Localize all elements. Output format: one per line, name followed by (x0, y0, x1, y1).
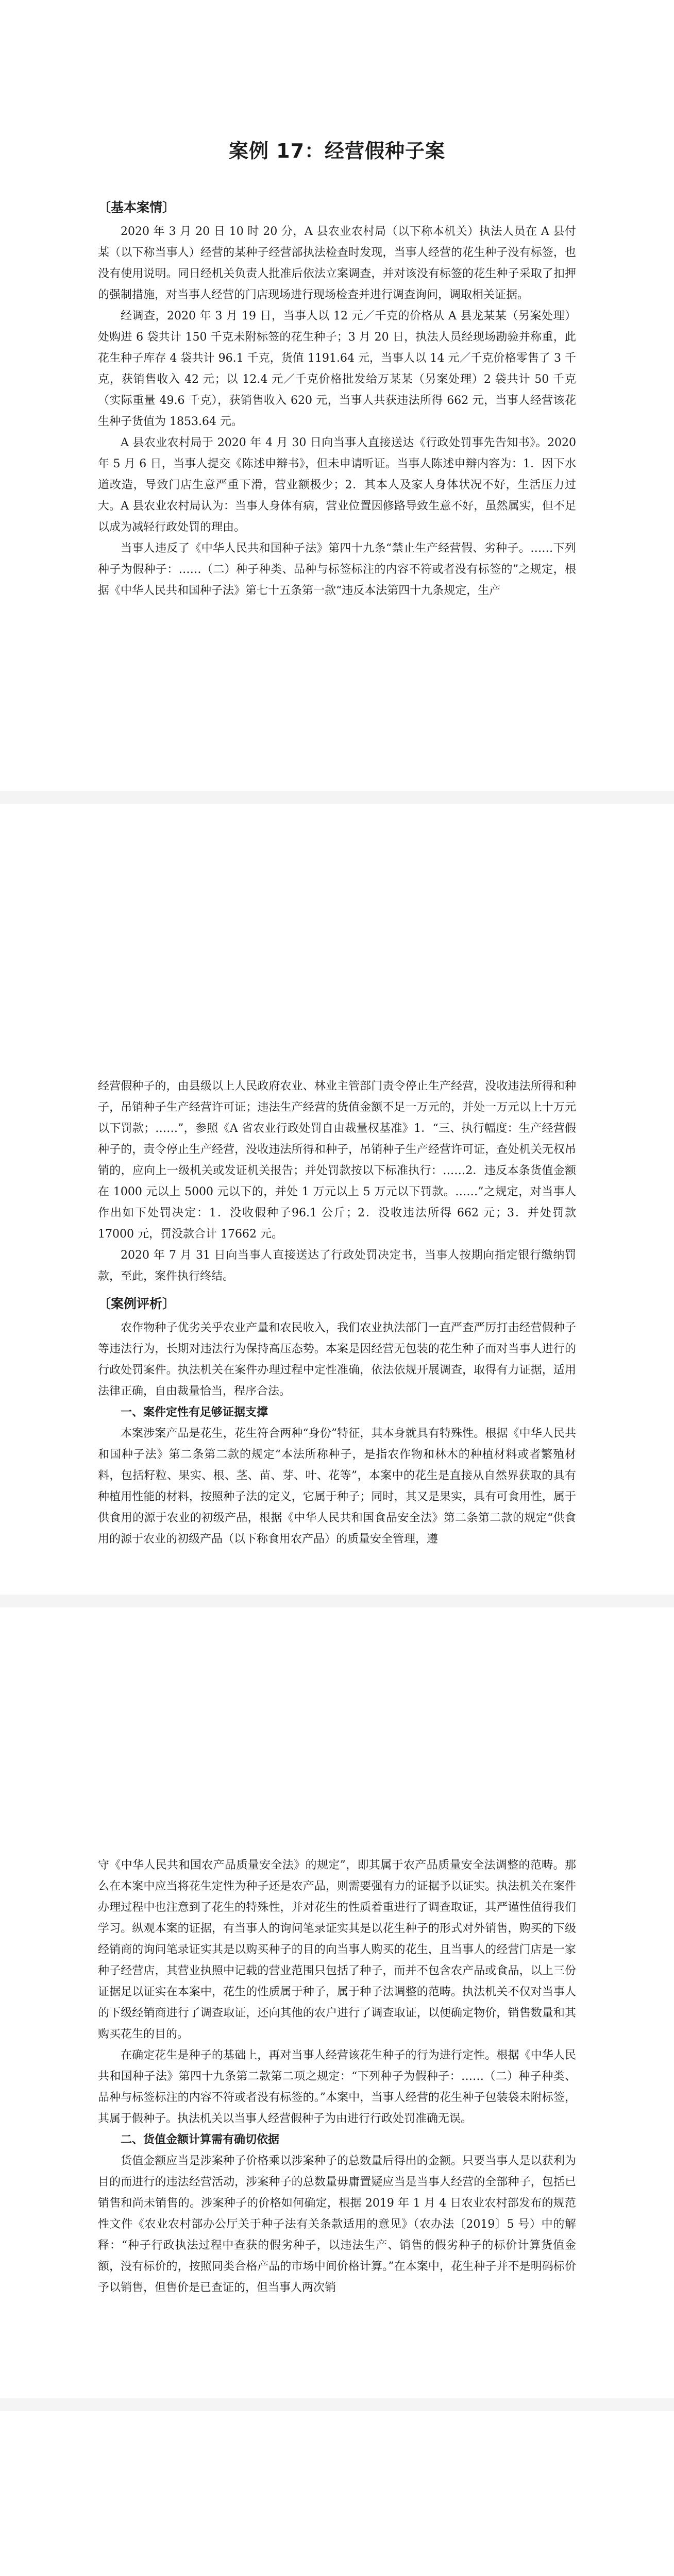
paragraph: 当事人违反了《中华人民共和国种子法》第四十九条“禁止生产经营假、劣种子。……下列种子为假种子：……（二）种子种类、品种与标签标注的内容不符或者没有标签的”之规定，根据《中华人民共和国种子法》第七十五条第一款“违反本法第四十九条规定，生产 (98, 542, 576, 597)
paragraph: A 县农业农村局于 2020 年 4 月 30 日向当事人直接送达《行政处罚事先告知书》。2020 年 5 月 6 日，当事人提交《陈述申辩书》，但未申请听证。当事人陈述申辩内容为：1．因下水道改造，导致门店生意严重下滑，营业额极少；2．其本人及家人身体状况不好，生活压力过大。A 县农业农村局认为：当事人身体有病，营业位置因修路导致生意不好，虽然属实，但不足以成为减轻行政处罚的理由。 (98, 436, 576, 534)
paragraph: 经调查，2020 年 3 月 19 日，当事人以 12 元／千克的价格从 A 县龙某某（另案处理）处购进 6 袋共计 150 千克未附标签的花生种子；3 月 20 日，执法人员经现场勘验并称重，此花生种子库存 4 袋共计 96.1 千克，货值 1191.64 元，当事人以 14 元／千克价格零售了 3 千克，获销售收入 42 元；以 12.4 元／千克价格批发给万某某（另案处理）2 袋共计 50 千克（实际重量 49.6 千克），获销售收入 620 元，当事人共获违法所得 662 元，当事人经营该花生种子货值为 1853.64 元。 (98, 310, 576, 428)
page-3-content (98, 1855, 576, 2298)
paragraph: 守《中华人民共和国农产品质量安全法》的规定”，即其属于农产品质量安全法调整的范畴。那么在本案中应当将花生定性为种子还是农产品，则需要强有力的证据予以证实。执法机关在案件办理过程中也注意到了花生的特殊性，并对花生的性质着重进行了调查取证，其严谨性值得我们学习。纵观本案的证据，有当事人的询问笔录证实其是以花生种子的形式对外销售，购买的下级经销商的询问笔录证实其是以购买种子的目的向当事人购买的花生，且当事人的经营门店是一家种子经营店，其营业执照中记载的营业范围只包括了种子，而并不包含农产品或食品，以上三份证据足以证实在本案中，花生的性质属于种子，属于种子法调整的范畴。执法机关不仅对当事人的下级经销商进行了调查取证，还向其他的农户进行了调查取证，以便确定物价，销售数量和其购买花生的目的。 (98, 1859, 576, 2041)
section-heading-basic-facts: 〔基本案情〕 (98, 200, 176, 215)
page-title: 案例 17：经营假种子案 (228, 140, 446, 162)
page-2 (0, 804, 674, 1595)
page-1-content (98, 191, 576, 601)
page-1 (0, 0, 674, 791)
page-2-content (98, 1076, 576, 1550)
paragraph: 在确定花生是种子的基础上，再对当事人经营该花生种子的行为进行定性。根据《中华人民共和国种子法》第四十九条第二款第二项之规定：“下列种子为假种子：……（二）种子种类、品种与标签标注的内容不符或者没有标签的。”本案中，当事人经营的花生种子包装袋未附标签，其属于假种子。执法机关以当事人经营假种子为由进行行政处罚准确无误。 (98, 2049, 576, 2125)
section-heading-case-analysis: 〔案例评析〕 (98, 1296, 176, 1311)
page-4 (0, 2411, 674, 2576)
paragraph: 农作物种子优劣关乎农业产量和农民收入，我们农业执法部门一直严查严厉打击经营假种子等违法行为，长期对违法行为保持高压态势。本案是因经营无包装的花生种子而对当事人进行的行政处罚案件。执法机关在案件办理过程中定性准确，依法依规开展调查，取得有力证据，适用法律正确，自由裁量恰当，程序合法。 (98, 1321, 576, 1398)
paragraph: 经营假种子的，由县级以上人民政府农业、林业主管部门责令停止生产经营，没收违法所得和种子，吊销种子生产经营许可证；违法生产经营的货值金额不足一万元的，并处一万元以上十万元以下罚款；……”，参照《A 省农业行政处罚自由裁量权基准》1．“三、执行幅度：生产经营假种子的，责令停止生产经营，没收违法所得和种子，吊销种子生产经营许可证，查处机关无权吊销的，应向上一级机关或发证机关报告；并处罚款按以下标准执行：……2．违反本条货值金额在 1000 元以上 5000 元以下的，并处 1 万元以上 5 万元以下罚款。……”之规定，对当事人作出如下处罚决定：1．没收假种子96.1 公斤；2．没收违法所得 662 元；3．并处罚款 17000 元，罚没款合计 17662 元。 (98, 1080, 576, 1241)
page-3 (0, 1607, 674, 2398)
subheading: 一、案件定性有足够证据支撑 (121, 1406, 268, 1419)
subheading: 二、货值金额计算需有确切依据 (121, 2133, 280, 2146)
paragraph: 本案涉案产品是花生，花生符合两种“身份”特征，其本身就具有特殊性。根据《中华人民共和国种子法》第二条第二款的规定“本法所称种子，是指农作物和林木的种植材料或者繁殖材料，包括籽粒、果实、根、茎、苗、芽、叶、花等”，本案中的花生是直接从自然界获取的具有种植用性能的材料，按照种子法的定义，它属于种子；同时，其又是果实，具有可食用性，属于供食用的源于农业的初级产品，根据《中华人民共和国食品安全法》第二条第二款的规定“供食用的源于农业的初级产品（以下称食用农产品）的质量安全管理，遵 (98, 1427, 576, 1546)
paragraph: 2020 年 3 月 20 日 10 时 20 分，A 县农业农村局（以下称本机关）执法人员在 A 县付某（以下称当事人）经营的某种子经营部执法检查时发现，当事人经营的花生种子没有标签，也没有使用说明。同日经机关负责人批准后依法立案调查，并对该没有标签的花生种子采取了扣押的强制措施，对当事人经营的门店现场进行现场检查并进行调查询问，调取相关证据。 (98, 225, 576, 301)
paragraph: 2020 年 7 月 31 日向当事人直接送达了行政处罚决定书，当事人按期向指定银行缴纳罚款，至此，案件执行终结。 (98, 1249, 576, 1283)
paragraph: 货值金额应当是涉案种子价格乘以涉案种子的总数量后得出的金额。只要当事人是以获利为目的而进行的违法经营活动，涉案种子的总数量毋庸置疑应当是当事人经营的全部种子，包括已销售和尚未销售的。涉案种子的价格如何确定，根据 2019 年 1 月 4 日农业农村部发布的规范性文件《农业农村部办公厅关于种子法有关条款适用的意见》（农办法〔2019〕5 号）中的解释：“种子行政执法过程中查获的假劣种子，以违法生产、销售的假劣种子的标价计算货值金额，没有标价的，按照同类合格产品的市场中间价格计算。”在本案中，花生种子并不是明码标价予以销售，但售价是已查证的，但当事人两次销 (98, 2155, 576, 2294)
